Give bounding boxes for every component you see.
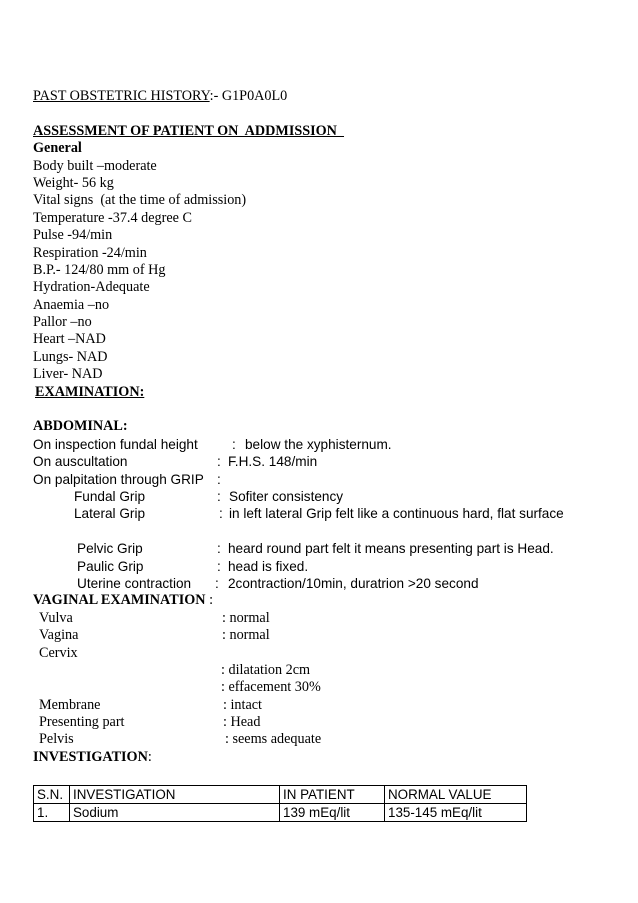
vaginal-value: : intact (223, 696, 263, 713)
obstetric-history-line (33, 88, 613, 105)
abdominal-value: F.H.S. 148/min (228, 454, 318, 470)
vaginal-row (33, 627, 613, 644)
vaginal-value: : normal (222, 609, 270, 626)
assessment-line: Hydration-Adequate (33, 279, 150, 296)
assessment-line: Respiration -24/min (33, 244, 147, 261)
investigation-heading: INVESTIGATION (33, 748, 148, 765)
abdominal-label: Fundal Grip (74, 488, 146, 504)
abdominal-value: 2contraction/10min, duratrion >20 second (228, 575, 479, 591)
vaginal-label: Cervix (39, 644, 78, 661)
vaginal-label: Pelvis (39, 731, 74, 748)
vaginal-row (33, 645, 613, 662)
assessment-line: Weight- 56 kg (33, 174, 114, 191)
abdominal-row (33, 540, 613, 557)
abdominal-value: Sofiter consistency (229, 488, 344, 504)
vaginal-row (33, 679, 613, 696)
investigation-table (33, 785, 527, 822)
vaginal-row (33, 714, 613, 731)
abdominal-sep: : (232, 436, 236, 452)
abdominal-value: below the xyphisternum. (245, 436, 392, 452)
assessment-line: Anaemia –no (33, 296, 110, 313)
table-cell: 135-145 mEq/lit (385, 804, 527, 822)
table-cell: 1. (34, 804, 70, 822)
table-header: INVESTIGATION (70, 786, 280, 804)
abdominal-sep: : (217, 471, 221, 487)
abdominal-sep: : (217, 541, 221, 557)
abdominal-row (33, 505, 613, 522)
vaginal-value: : seems adequate (225, 731, 322, 748)
vaginal-colon: : (209, 592, 214, 609)
abdominal-label: Paulic Grip (77, 558, 144, 574)
vaginal-label: Membrane (39, 696, 101, 713)
abdominal-row (33, 471, 613, 488)
abdominal-sep: : (217, 488, 221, 504)
abdominal-sep: : (215, 575, 219, 591)
vaginal-row (33, 731, 613, 748)
general-subheading: General (33, 140, 82, 157)
abdominal-value: heard round part felt it means presenting part is Head. (228, 541, 554, 557)
table-header-row (34, 786, 527, 804)
vaginal-value: : Head (223, 714, 261, 731)
assessment-line: B.P.- 124/80 mm of Hg (33, 261, 166, 278)
abdominal-row (33, 558, 613, 575)
vaginal-heading-line (33, 592, 613, 609)
investigation-colon: : (147, 748, 152, 765)
vaginal-label: Vulva (39, 609, 73, 626)
assessment-heading: ASSESSMENT OF PATIENT ON ADDMISSION (33, 122, 345, 139)
vaginal-row (33, 610, 613, 627)
obstetric-history-value: :- G1P0A0L0 (209, 88, 288, 104)
abdominal-value: head is fixed. (228, 558, 309, 574)
vaginal-value: : effacement 30% (221, 679, 321, 696)
vaginal-label: Vagina (39, 627, 79, 644)
abdominal-sep: : (219, 506, 223, 522)
abdominal-row (33, 436, 613, 453)
assessment-line: Body built –moderate (33, 157, 157, 174)
examination-heading: EXAMINATION: (35, 383, 145, 400)
vaginal-heading: VAGINAL EXAMINATION (33, 592, 206, 609)
table-cell: 139 mEq/lit (280, 804, 385, 822)
assessment-line: Pulse -94/min (33, 227, 113, 244)
obstetric-history-label: PAST OBSTETRIC HISTORY (33, 88, 210, 104)
abdominal-label: Lateral Grip (74, 506, 146, 522)
table-header: NORMAL VALUE (385, 786, 527, 804)
abdominal-row (33, 488, 613, 505)
abdominal-label: On inspection fundal height (33, 436, 198, 452)
vaginal-value: : normal (222, 627, 270, 644)
abdominal-sep: : (217, 558, 221, 574)
assessment-line: Heart –NAD (33, 331, 106, 348)
abdominal-label: On palpitation through GRIP (33, 471, 204, 487)
table-header: S.N. (34, 786, 70, 804)
vaginal-row (33, 662, 613, 679)
abdominal-heading: ABDOMINAL: (33, 418, 128, 435)
table-header: IN PATIENT (280, 786, 385, 804)
vaginal-value: : dilatation 2cm (221, 661, 311, 678)
table-cell: Sodium (70, 804, 280, 822)
assessment-line: Vital signs (at the time of admission) (33, 192, 247, 209)
assessment-line: Pallor –no (33, 314, 92, 331)
vaginal-label: Presenting part (39, 714, 125, 731)
assessment-line: Liver- NAD (33, 366, 103, 383)
abdominal-row (33, 575, 613, 592)
table-row (34, 804, 527, 822)
assessment-line: Temperature -37.4 degree C (33, 209, 192, 226)
abdominal-label: Uterine contraction (77, 575, 192, 591)
abdominal-label: Pelvic Grip (77, 541, 143, 557)
abdominal-row (33, 453, 613, 470)
abdominal-value: in left lateral Grip felt like a continuous hard, flat surface (229, 506, 564, 522)
assessment-line: Lungs- NAD (33, 348, 108, 365)
abdominal-label: On auscultation (33, 454, 128, 470)
document-body (33, 88, 613, 766)
abdominal-sep: : (217, 454, 221, 470)
investigation-heading-line (33, 749, 613, 766)
vaginal-row (33, 697, 613, 714)
